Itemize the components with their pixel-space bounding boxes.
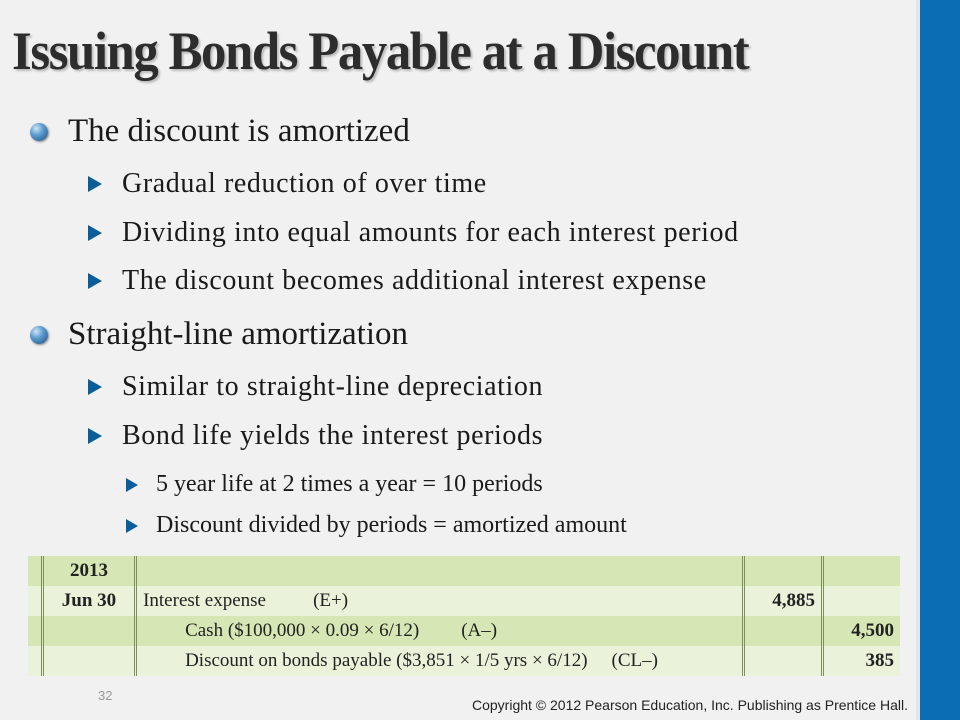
arrow-bullet-icon [88,379,102,395]
bullet-text: The discount becomes additional interest expense [122,265,707,296]
credit-cell: 4,500 [822,616,900,646]
credit-cell: 385 [822,646,900,676]
bullet-dividing-equal [88,217,739,249]
bullet-text: Straight-line amortization [68,316,408,352]
table-row [28,586,900,616]
arrow-bullet-icon [126,478,138,492]
account-cell [136,616,744,646]
arrow-bullet-icon [88,273,102,289]
bullet-text: 5 year life at 2 times a year = 10 periods [156,471,543,497]
bullet-text: Similar to straight-line depreciation [122,371,544,402]
bullet-text: Bond life yields the interest periods [122,420,544,451]
bullet-ten-periods [126,471,543,498]
journal-entry-table [28,556,900,676]
accent-side-bar [920,0,960,720]
arrow-bullet-icon [126,519,138,533]
debit-cell: 4,885 [743,586,822,616]
bullet-bond-life [88,420,543,452]
table-row [28,646,900,676]
sphere-bullet-icon [30,123,48,141]
account-name: Interest expense [143,590,266,611]
year-cell: 2013 [42,556,135,586]
arrow-bullet-icon [88,225,102,241]
debit-cell [743,646,822,676]
account-tag: (E+) [313,590,349,611]
bullet-text: Discount divided by periods = amortized amount [156,512,627,538]
slide-title: Issuing Bonds Payable at a Discount [12,21,749,81]
bullet-straight-line [30,316,408,353]
bullet-text: Dividing into equal amounts for each interest period [122,217,739,248]
bullet-amortized-amount [126,512,627,539]
bullet-similar-depreciation [88,371,543,403]
bullet-discount-amortized [30,113,410,150]
bullet-additional-interest [88,265,707,297]
arrow-bullet-icon [88,428,102,444]
table-row [28,616,900,646]
account-name: Discount on bonds payable ($3,851 × 1/5 yrs × 6/12) [185,650,588,671]
date-cell [42,646,135,676]
copyright-footer: Copyright © 2012 Pearson Education, Inc. Publishing as Prentice Hall. [471,697,908,713]
account-tag: (CL–) [611,650,658,671]
account-name: Cash ($100,000 × 0.09 × 6/12) [185,620,420,641]
bullet-gradual-reduction [88,168,487,200]
bullet-text: Gradual reduction of over time [122,168,487,199]
account-tag: (A–) [461,620,498,641]
credit-cell [822,586,900,616]
bullet-text: The discount is amortized [68,113,410,149]
sphere-bullet-icon [30,326,48,344]
slide-number: 32 [98,688,113,703]
table-row [28,556,900,586]
date-cell [42,616,135,646]
account-cell [136,586,744,616]
account-cell [136,646,744,676]
date-cell: Jun 30 [42,586,135,616]
debit-cell [743,616,822,646]
arrow-bullet-icon [88,176,102,192]
